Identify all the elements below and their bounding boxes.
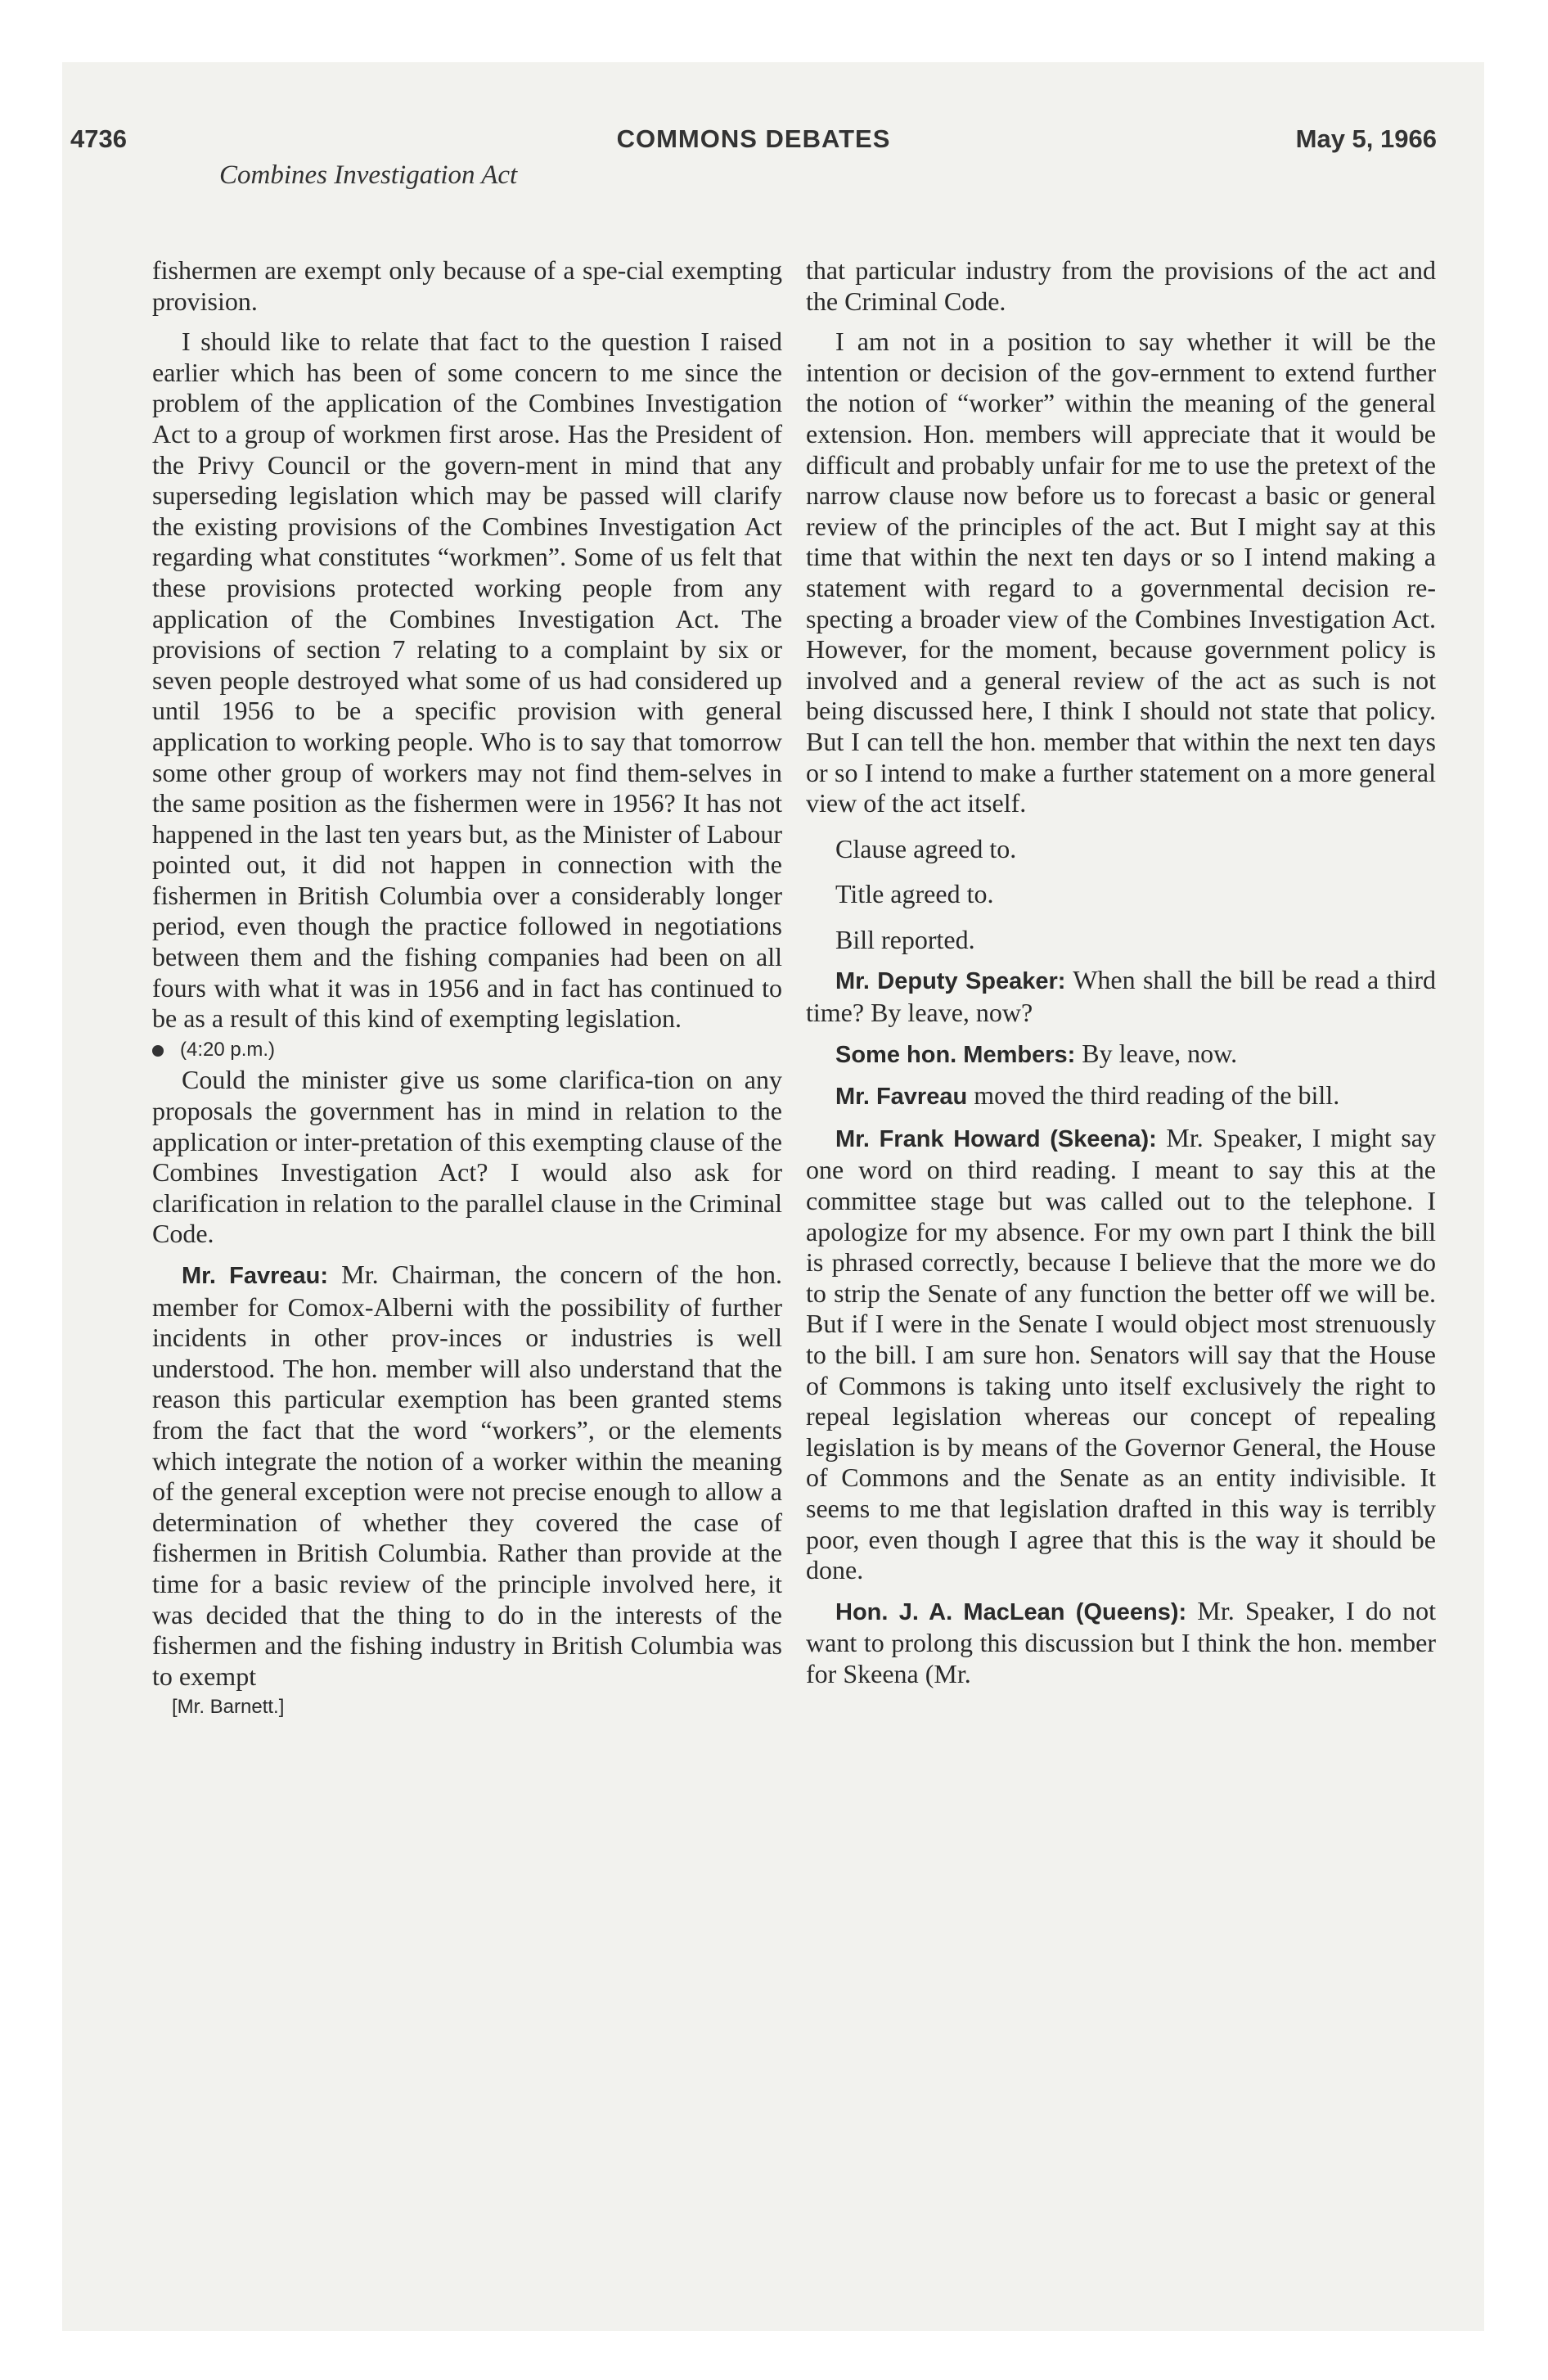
speech-text: moved the third reading of the bill.	[967, 1080, 1340, 1111]
speech-paragraph	[806, 1080, 1436, 1113]
paragraph: that particular industry from the provisions of the act and the Criminal Code.	[806, 255, 1436, 316]
section-subtitle: Combines Investigation Act	[219, 160, 518, 190]
speech-paragraph	[806, 1123, 1436, 1586]
speech-text: By leave, now.	[1075, 1038, 1238, 1068]
speech-text: Mr. Speaker, I might say one word on third reading. I meant to say this at the committee stage but was called out to the telephone. I apologize for my absence. For my own part I think the bill is phrased correctly, because I believe that the more we do to strip the Senate of any function the better off we will be. But if I were in the Senate I would object most strenuously to the bill. I am sure hon. Senators will say that the House of Commons is taking unto itself exclusively the right to repeal legislation whereas our concept of repealing legislation is by means of the Governor General, the House of Commons and the Senate as an entity indivisible. It seems to me that legislation drafted in this way is terribly poor, even though I agree that this is the way it should be done.	[806, 1122, 1437, 1585]
paragraph: Could the minister give us some clarifica-tion on any proposals the government has in mind in relation to the application or inter-pretation of this exempting clause of the Combines Investigation Act? I would also ask for clarification in relation to the parallel clause in the Criminal Code.	[152, 1065, 782, 1249]
page-number: 4736	[70, 124, 127, 153]
right-column	[806, 255, 1436, 1690]
speaker-name: Mr. Favreau	[835, 1084, 968, 1111]
paragraph: I am not in a position to say whether it will be the intention or decision of the gov-ernment to extend further the notion of “worker” within the meaning of the general extension. Hon. members will appreciate that it would be difficult and probably unfair for me to use the pretext of the narrow clause now before us to forecast a basic or general review of the principles of the act. But I might say at this time that within the next ten days or so I intend making a statement with regard to a governmental decision re-specting a broader view of the Combines Investigation Act. However, for the moment, because government policy is involved and a general review of the act as such is not being discussed here, I think I should not state that policy. But I can tell the hon. member that within the next ten days or so I intend to make a further statement on a more general view of the act itself.	[806, 327, 1436, 818]
speaker-footnote: [Mr. Barnett.]	[172, 1696, 285, 1719]
speaker-name: Mr. Favreau:	[182, 1263, 329, 1289]
speaker-name: Some hon. Members:	[835, 1041, 1076, 1068]
speech-text: Mr. Chairman, the concern of the hon. member for Comox-Alberni with the possibility of further incidents in other prov-inces or industries is well understood. The hon. member will also understand that the reason this particular exemption has been granted stems from the fact that the word “workers”, or the elements which integrate the notion of a worker within the meaning of the general exception were not precise enough to allow a determination of whether they covered the case of fishermen in British Columbia. Rather than provide at the time for a basic review of the principle involved here, it was decided that the thing to do in the interests of the fishermen and the fishing industry in British Columbia was to exempt	[152, 1260, 783, 1691]
procedural-note: Bill reported.	[835, 924, 975, 954]
speaker-name: Hon. J. A. MacLean (Queens):	[835, 1598, 1187, 1625]
speech-text: When shall the bill be read a third time? By leave, now?	[806, 965, 1436, 1028]
speech-paragraph	[152, 1260, 782, 1692]
paragraph: I should like to relate that fact to the question I raised earlier which has been of some concern to me since the problem of the application of the Combines Investigation Act to a group of workmen first arose. Has the President of the Privy Council or the govern-ment in mind that any superseding legislation which may be passed will clarify the existing provisions of the Combines Investigation Act regarding what constitutes “workmen”. Some of us felt that these provisions protected working people from any application of the Combines Investigation Act. The provisions of section 7 relating to a complaint by six or seven people destroyed what some of us had considered up until 1956 to be a specific provision with general application to working people. Who is to say that tomorrow some other group of workers may not find them-selves in the same position as the fishermen were in 1956? It has not happened in the last ten years but, as the Minister of Labour pointed out, it did not happen in connection with the fishermen in British Columbia over a considerably longer period, even though the practice followed in negotiations between them and the fishing companies had been on all fours with what it was in 1956 and in fact has continued to be as a result of this kind of exempting legislation.	[152, 327, 782, 1034]
publication-date: May 5, 1966	[1295, 124, 1437, 153]
timestamp	[152, 1034, 782, 1066]
speech-paragraph	[806, 965, 1436, 1028]
publication-title: COMMONS DEBATES	[616, 124, 891, 153]
procedural-note: Title agreed to.	[835, 879, 994, 909]
speaker-name: Mr. Deputy Speaker:	[835, 968, 1066, 995]
paragraph: fishermen are exempt only because of a spe-cial exempting provision.	[152, 255, 782, 316]
speech-paragraph	[806, 1596, 1436, 1690]
speech-paragraph	[806, 1039, 1436, 1071]
speaker-name: Mr. Frank Howard (Skeena):	[835, 1125, 1157, 1152]
bullet-icon	[152, 1045, 164, 1057]
page-header	[70, 124, 1437, 162]
timestamp-text: (4:20 p.m.)	[180, 1038, 276, 1061]
left-column	[152, 255, 782, 1723]
procedural-note: Clause agreed to.	[835, 833, 1017, 863]
speech-text: Mr. Speaker, I do not want to prolong this discussion but I think the hon. member for Skeena (Mr.	[806, 1595, 1436, 1688]
